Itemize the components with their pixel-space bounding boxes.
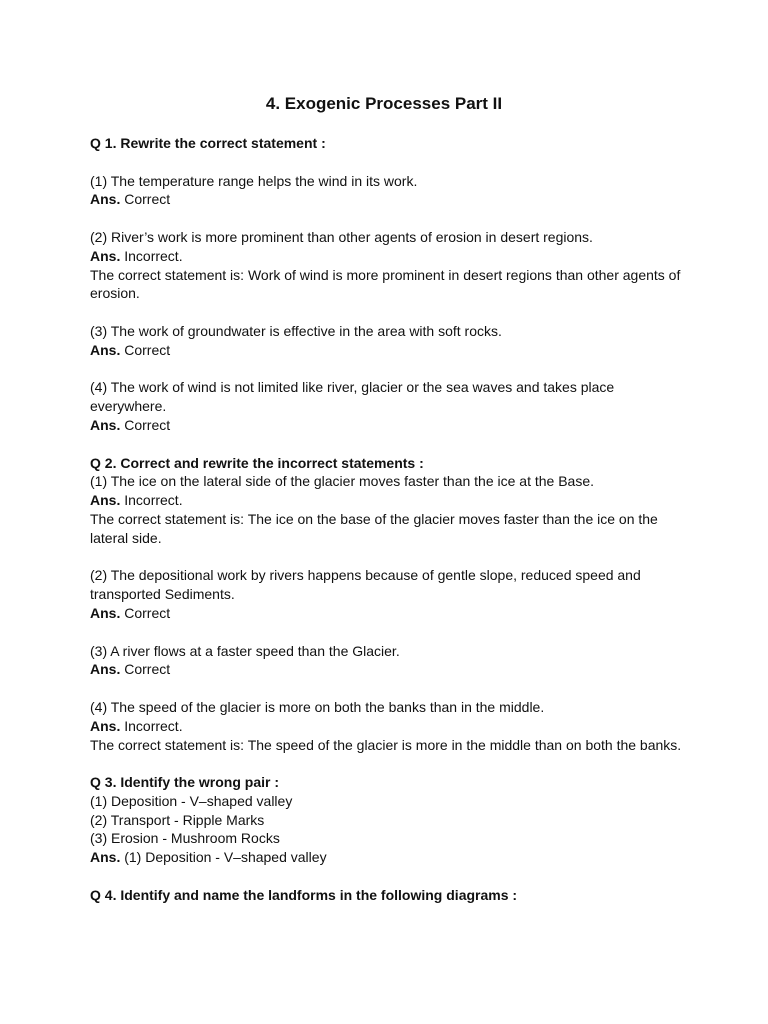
answer-label: Ans.	[90, 341, 121, 358]
q2-item-1-answer	[90, 491, 690, 510]
q2-item-4-statement: (4) The speed of the glacier is more on both the banks than in the middle.	[90, 698, 545, 715]
answer-label: Ans.	[90, 717, 121, 734]
q1-item-4-answer	[90, 416, 690, 435]
q1-heading: Q 1. Rewrite the correct statement :	[90, 135, 326, 151]
q3-pair-1: (1) Deposition - V–shaped valley	[90, 792, 293, 809]
q1-item-2-correction: The correct statement is: Work of wind is more prominent in desert regions than other agents of erosion.	[90, 266, 681, 302]
answer-label: Ans.	[90, 492, 121, 509]
answer-text: Incorrect.	[124, 492, 183, 509]
answer-label: Ans.	[90, 416, 121, 433]
q1-item-4-statement: (4) The work of wind is not limited like river, glacier or the sea waves and takes place everywhere.	[90, 379, 615, 415]
q2-item-3-statement: (3) A river flows at a faster speed than the Glacier.	[90, 642, 400, 659]
answer-text: Correct	[124, 191, 171, 208]
answer-text: Correct	[124, 341, 171, 358]
document-body	[90, 134, 690, 905]
q3-heading: Q 3. Identify the wrong pair :	[90, 774, 280, 791]
q2-item-2-statement: (2) The depositional work by rivers happens because of gentle slope, reduced speed and transported Sediments.	[90, 567, 641, 603]
q1-item-3-answer	[90, 341, 690, 360]
q3-pair-3: (3) Erosion - Mushroom Rocks	[90, 830, 280, 847]
q2-item-4-correction: The correct statement is: The speed of the glacier is more in the middle than on both the banks.	[90, 736, 682, 753]
answer-text: Incorrect.	[124, 247, 183, 264]
q2-item-2-answer	[90, 604, 690, 623]
answer-label: Ans.	[90, 849, 121, 866]
q2-item-3-answer	[90, 660, 690, 679]
q1-item-1-answer	[90, 190, 690, 209]
page-title: 4. Exogenic Processes Part II	[265, 94, 503, 113]
answer-text: Correct	[124, 416, 171, 433]
q4-heading: Q 4. Identify and name the landforms in the following diagrams :	[90, 886, 518, 903]
answer-label: Ans.	[90, 604, 121, 621]
q1-item-3-statement: (3) The work of groundwater is effective in the area with soft rocks.	[90, 322, 502, 339]
answer-label: Ans.	[90, 661, 121, 678]
q1-item-2-statement: (2) River’s work is more prominent than other agents of erosion in desert regions.	[90, 228, 593, 245]
answer-label: Ans.	[90, 247, 121, 264]
q2-item-4-answer	[90, 717, 690, 736]
q2-item-1-statement: (1) The ice on the lateral side of the glacier moves faster than the ice at the Base.	[90, 473, 595, 490]
q3-pair-2: (2) Transport - Ripple Marks	[90, 811, 265, 828]
answer-text: Correct	[124, 661, 171, 678]
answer-label: Ans.	[90, 191, 121, 208]
q2-heading: Q 2. Correct and rewrite the incorrect statements :	[90, 454, 424, 471]
q3-answer	[90, 848, 690, 867]
answer-text: (1) Deposition - V–shaped valley	[124, 849, 327, 866]
q1-item-1-statement: (1) The temperature range helps the wind in its work.	[90, 172, 418, 189]
q1-item-2-answer	[90, 247, 690, 266]
q2-item-1-correction: The correct statement is: The ice on the base of the glacier moves faster than the ice on the lateral side.	[90, 510, 658, 546]
answer-text: Incorrect.	[124, 717, 183, 734]
answer-text: Correct	[124, 604, 171, 621]
